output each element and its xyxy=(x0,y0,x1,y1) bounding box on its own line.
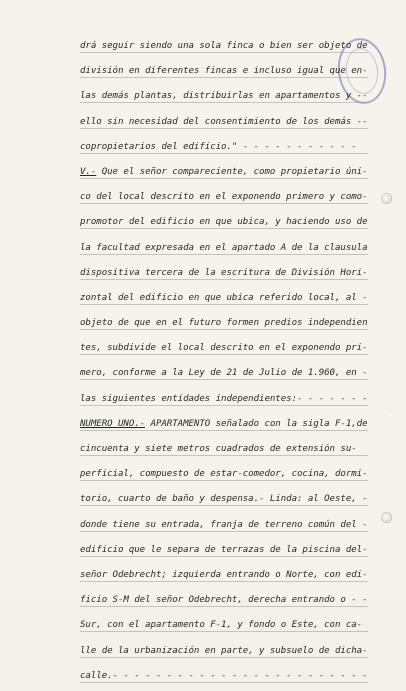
text-line: promotor del edificio en que ubica, y haciendo uso de xyxy=(80,217,368,228)
line-rule xyxy=(80,430,368,431)
line-rule xyxy=(80,556,368,557)
text-line: donde tiene su entrada, franja de terreno común del - xyxy=(80,519,368,530)
text-line: calle.- - - - - - - - - - - - - - - - - - - - - - - - xyxy=(80,670,368,681)
punch-hole-top xyxy=(381,193,392,204)
line-rule xyxy=(80,505,368,506)
text-line: drá seguir siendo una sola finca o bien ser objeto de xyxy=(80,41,368,51)
text-line: ello sin necesidad del consentimiento de los demás -- xyxy=(80,116,368,127)
text-line: dispositiva tercera de la escritura de División Hori- xyxy=(80,267,368,278)
line-rule xyxy=(80,304,368,305)
text-line: división en diferentes fincas e incluso igual que en- xyxy=(80,66,368,77)
line-rule xyxy=(80,480,368,481)
text-line: perficial, compuesto de estar-comedor, cocina, dormi- xyxy=(80,469,368,480)
line-rule xyxy=(80,531,368,532)
text-line: mero, conforme a la Ley de 21 de Julio de 1.960, en - xyxy=(80,368,368,379)
line-rule xyxy=(80,254,368,255)
text-line: las demás plantas, distribuirlas en apartamentos y -- xyxy=(80,91,368,102)
margin-mark: · xyxy=(389,407,392,416)
text-line: ficio S-M del señor Odebrecht, derecha entrando o - - xyxy=(80,595,368,606)
line-rule xyxy=(80,203,368,204)
text-line: copropietarios del edificio." - - - - - - - - - - - xyxy=(80,141,357,152)
line-rule xyxy=(80,153,368,154)
punch-hole-bottom xyxy=(381,512,392,523)
text-line: las siguientes entidades independientes:- - - - - - - xyxy=(80,393,368,404)
text-line: NUMERO UNO.- APARTAMENTO señalado con la sigla F-1,de xyxy=(80,418,368,429)
text-line: edificio que le separa de terrazas de la piscina del- xyxy=(80,544,368,555)
text-line: zontal del edificio en que ubica referido local, al - xyxy=(80,292,368,303)
text-line: Sur, con el apartamento F-1, y fondo o Este, con ca- xyxy=(80,620,363,631)
line-rule xyxy=(80,228,368,229)
line-rule xyxy=(80,455,368,456)
line-rule xyxy=(80,102,368,103)
line-rule xyxy=(80,52,368,53)
line-rule xyxy=(80,354,368,355)
text-line: la facultad expresada en el apartado A de la clausula xyxy=(80,242,368,253)
line-rule xyxy=(80,178,368,179)
line-rule xyxy=(80,329,368,330)
line-rule xyxy=(80,128,368,129)
line-rule xyxy=(80,77,368,78)
text-line: lle de la urbanización en parte, y subsuelo de dicha- xyxy=(80,645,368,656)
text-line: V.- Que el señor compareciente, como propietario úni- xyxy=(80,166,368,177)
section-heading: NUMERO UNO.- xyxy=(80,418,146,429)
line-rule xyxy=(80,405,368,406)
line-rule xyxy=(80,631,368,632)
text-line: torio, cuarto de baño y despensa.- Linda: al Oeste, - xyxy=(80,494,368,505)
line-rule xyxy=(80,379,368,380)
line-rule xyxy=(80,581,368,582)
section-heading: V.- xyxy=(80,166,97,177)
line-rule xyxy=(80,606,368,607)
line-rule xyxy=(80,682,368,683)
text-line: cincuenta y siete metros cuadrados de extensión su- xyxy=(80,444,357,454)
text-line: objeto de que en el futuro formen predios independien xyxy=(80,318,368,329)
line-rule xyxy=(80,279,368,280)
text-line: tes, subdivide el local descrito en el exponendo pri- xyxy=(80,343,368,354)
text-line: señor Odebrecht; izquierda entrando o Norte, con edi- xyxy=(80,569,368,580)
document-body xyxy=(80,36,368,691)
line-rule xyxy=(80,657,368,658)
text-line: co del local descrito en el exponendo primero y como- xyxy=(80,192,368,203)
